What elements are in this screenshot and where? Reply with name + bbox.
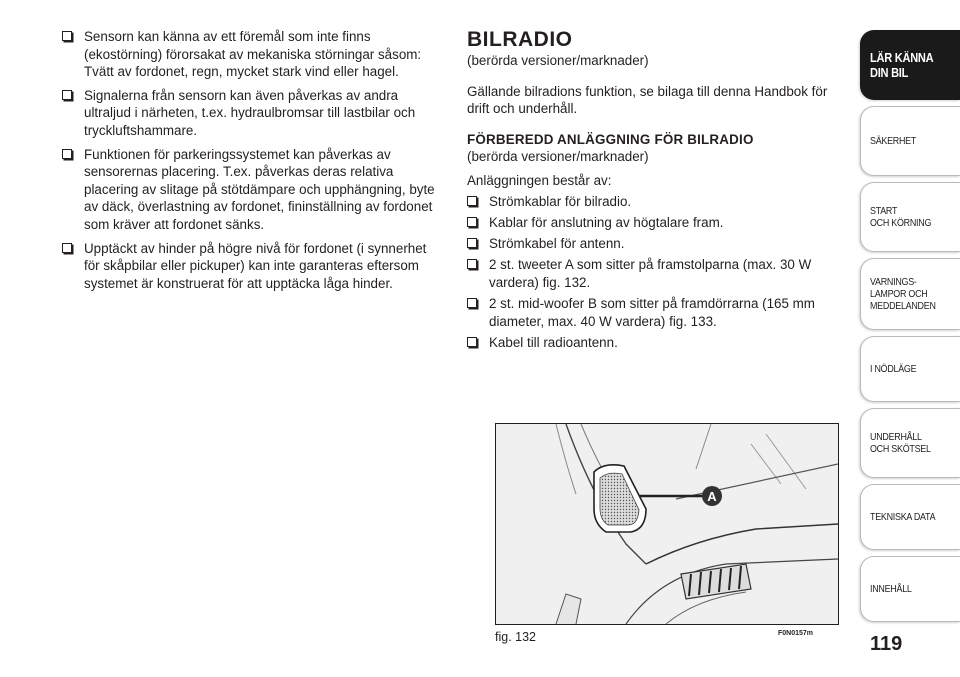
subheading-scope: (berörda versioner/marknader) (467, 148, 649, 164)
installation-list (467, 193, 843, 351)
bilradio-section (467, 28, 843, 355)
list-item: Strömkablar för bilradio. (467, 193, 843, 211)
tab-i-nodlage[interactable]: I NÖDLÄGE (860, 336, 960, 402)
subheading: FÖRBEREDD ANLÄGGNING FÖR BILRADIO (467, 131, 754, 147)
checkbox-bullet-icon (62, 31, 72, 41)
sensor-notes-list (62, 28, 444, 292)
list-item: Funktionen för parkeringssystemet kan påverkas av sensorernas placering. T.ex. påverkas deras relativa placering av slitage på stötdämpare och upphängning, byte av däck, överlastning av fordonet, fininställning av fordonet som kräver att fordonet sänks. (62, 146, 444, 234)
checkbox-bullet-icon (467, 259, 477, 269)
checkbox-bullet-icon (467, 337, 477, 347)
list-item: Strömkabel för antenn. (467, 235, 843, 253)
list-item: Kabel till radioantenn. (467, 334, 843, 352)
checkbox-bullet-icon (467, 298, 477, 308)
figure-code: F0N0157m (778, 630, 814, 637)
checkbox-bullet-icon (467, 238, 477, 248)
checkbox-bullet-icon (62, 90, 72, 100)
checkbox-bullet-icon (62, 243, 72, 253)
left-column (62, 28, 444, 298)
figure-132-illustration (495, 423, 839, 625)
checkbox-bullet-icon (62, 149, 72, 159)
list-item: Kablar för anslutning av högtalare fram. (467, 214, 843, 232)
tab-start-och-korning[interactable]: START OCH KÖRNING (860, 182, 960, 252)
tab-varningslampor[interactable]: VARNINGS- LAMPOR OCH MEDDELANDEN (860, 258, 960, 330)
figure-caption: fig. 132 (495, 630, 537, 644)
checkbox-bullet-icon (467, 217, 477, 227)
list-item: Upptäckt av hinder på högre nivå för fordonet (i synnerhet för skåpbilar eller pickuper) kan inte garanteras eftersom systemet är konstruerat för att upptäcka låga hinder. (62, 240, 444, 293)
list-intro: Anläggningen består av: (467, 173, 612, 189)
tab-lar-kanna-din-bil[interactable]: LÄR KÄNNA DIN BIL (860, 30, 960, 100)
chapter-tabs (860, 0, 960, 677)
list-item: Sensorn kan känna av ett föremål som inte finns (ekostörning) förorsakat av mekaniska störningar såsom: Tvätt av fordonet, regn, mycket stark vind eller hagel. (62, 28, 444, 81)
tab-innehall[interactable]: INNEHÅLL (860, 556, 960, 622)
section-scope: (berörda versioner/marknader) (467, 53, 649, 68)
section-title: BILRADIO (467, 28, 573, 51)
list-item: Signalerna från sensorn kan även påverkas av andra ultraljud i närheten, t.ex. hydraulbromsar till lastbilar och tryckluftshammare. (62, 87, 444, 140)
section-intro: Gällande bilradions funktion, se bilaga till denna Handbok för drift och underhåll. (467, 83, 828, 117)
callout-label: A (707, 489, 717, 504)
tweeter-pillar-drawing (496, 424, 838, 624)
page-number: 119 (870, 633, 903, 655)
tab-sakerhet[interactable]: SÄKERHET (860, 106, 960, 176)
list-item: 2 st. tweeter A som sitter på framstolparna (max. 30 W vardera) fig. 132. (467, 256, 843, 291)
list-item: 2 st. mid-woofer B som sitter på framdörrarna (165 mm diameter, max. 40 W vardera) fig. 133. (467, 295, 843, 330)
tab-tekniska-data[interactable]: TEKNISKA DATA (860, 484, 960, 550)
tab-underhall-och-skotsel[interactable]: UNDERHÅLL OCH SKÖTSEL (860, 408, 960, 478)
checkbox-bullet-icon (467, 196, 477, 206)
